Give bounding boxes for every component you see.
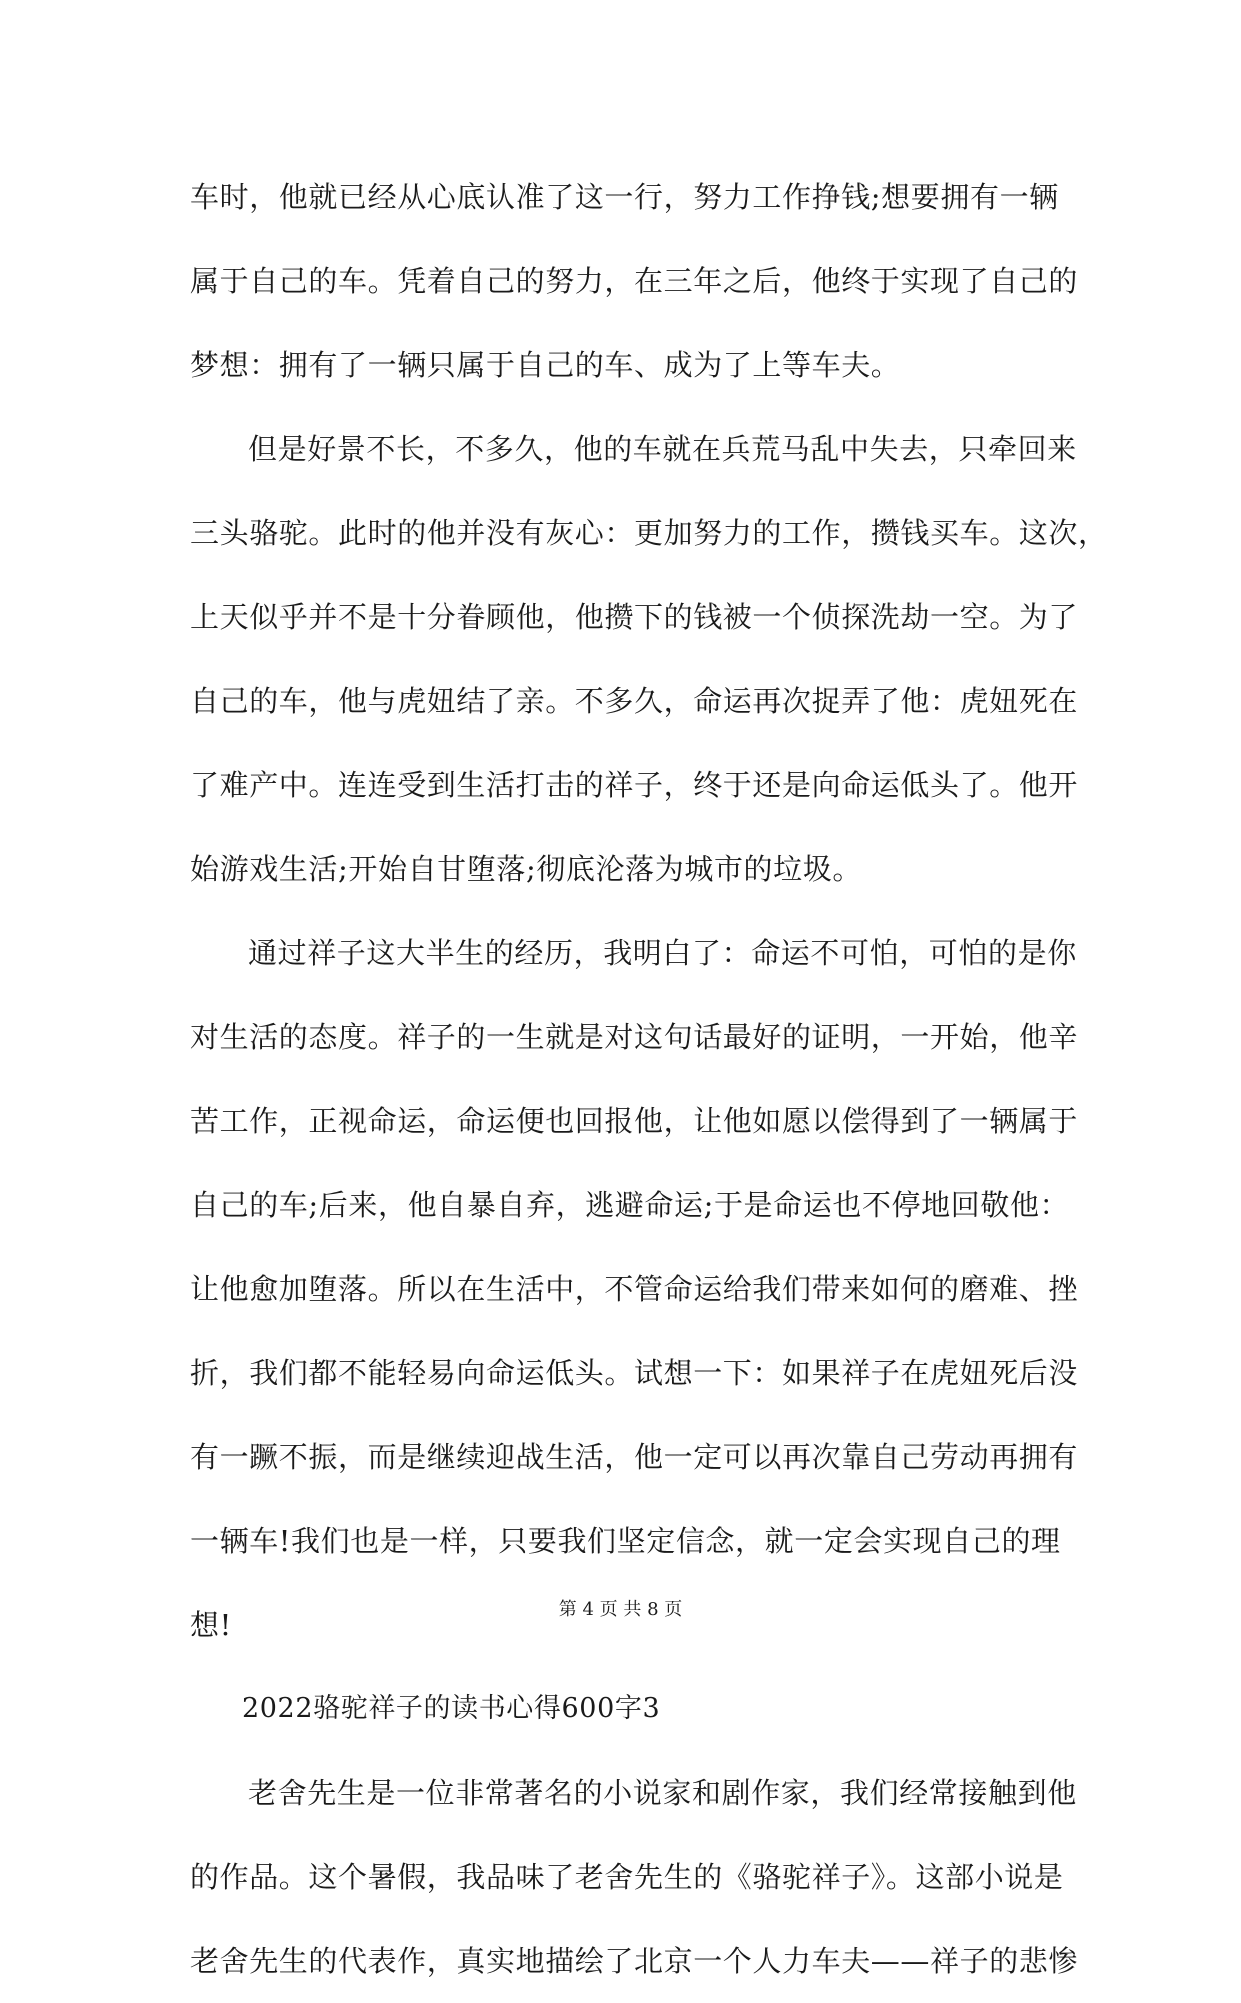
text-line: 上天似乎并不是十分眷顾他，他攒下的钱被一个侦探洗劫一空。为了 (190, 600, 1079, 634)
text-line: 折，我们都不能轻易向命运低头。试想一下：如果祥子在虎妞死后没 (190, 1356, 1079, 1390)
text-line: 对生活的态度。祥子的一生就是对这句话最好的证明，一开始，他辛 (190, 1020, 1079, 1054)
text-line: 老舍先生的代表作，真实地描绘了北京一个人力车夫——祥子的悲惨 (190, 1944, 1079, 1978)
text-line: 苦工作，正视命运，命运便也回报他，让他如愿以偿得到了一辆属于 (190, 1104, 1079, 1138)
section-heading: 2022骆驼祥子的读书心得600字3 (242, 1693, 661, 1724)
text-line: 自己的车;后来，他自暴自弃，逃避命运;于是命运也不停地回敬他： (190, 1188, 1070, 1222)
text-line: 的作品。这个暑假，我品味了老舍先生的《骆驼祥子》。这部小说是 (190, 1860, 1064, 1894)
paragraph-start-line: 但是好景不长，不多久，他的车就在兵荒马乱中失去，只牵回来 (248, 432, 1077, 466)
text-line: 想! (190, 1608, 232, 1642)
page-number-footer: 第 4 页 共 8 页 (558, 1599, 683, 1620)
text-line: 属于自己的车。凭着自己的努力，在三年之后，他终于实现了自己的 (190, 264, 1079, 298)
text-line: 让他愈加堕落。所以在生活中，不管命运给我们带来如何的磨难、挫 (190, 1272, 1079, 1306)
text-line: 梦想：拥有了一辆只属于自己的车、成为了上等车夫。 (190, 348, 901, 382)
text-line: 三头骆驼。此时的他并没有灰心：更加努力的工作，攒钱买车。这次， (190, 516, 1108, 550)
text-line: 车时，他就已经从心底认准了这一行，努力工作挣钱;想要拥有一辆 (190, 180, 1059, 214)
paragraph-start-line: 老舍先生是一位非常著名的小说家和剧作家，我们经常接触到他 (248, 1776, 1077, 1810)
text-line: 自己的车，他与虎妞结了亲。不多久，命运再次捉弄了他：虎妞死在 (190, 684, 1079, 718)
text-line: 了难产中。连连受到生活打击的祥子，终于还是向命运低头了。他开 (190, 768, 1079, 802)
text-line: 始游戏生活;开始自甘堕落;彻底沦落为城市的垃圾。 (190, 852, 862, 886)
text-line: 有一蹶不振，而是继续迎战生活，他一定可以再次靠自己劳动再拥有 (190, 1440, 1079, 1474)
text-line: 一辆车!我们也是一样，只要我们坚定信念，就一定会实现自己的理 (190, 1524, 1061, 1558)
paragraph-start-line: 通过祥子这大半生的经历，我明白了：命运不可怕，可怕的是你 (248, 936, 1077, 970)
document-body (190, 155, 1108, 2003)
